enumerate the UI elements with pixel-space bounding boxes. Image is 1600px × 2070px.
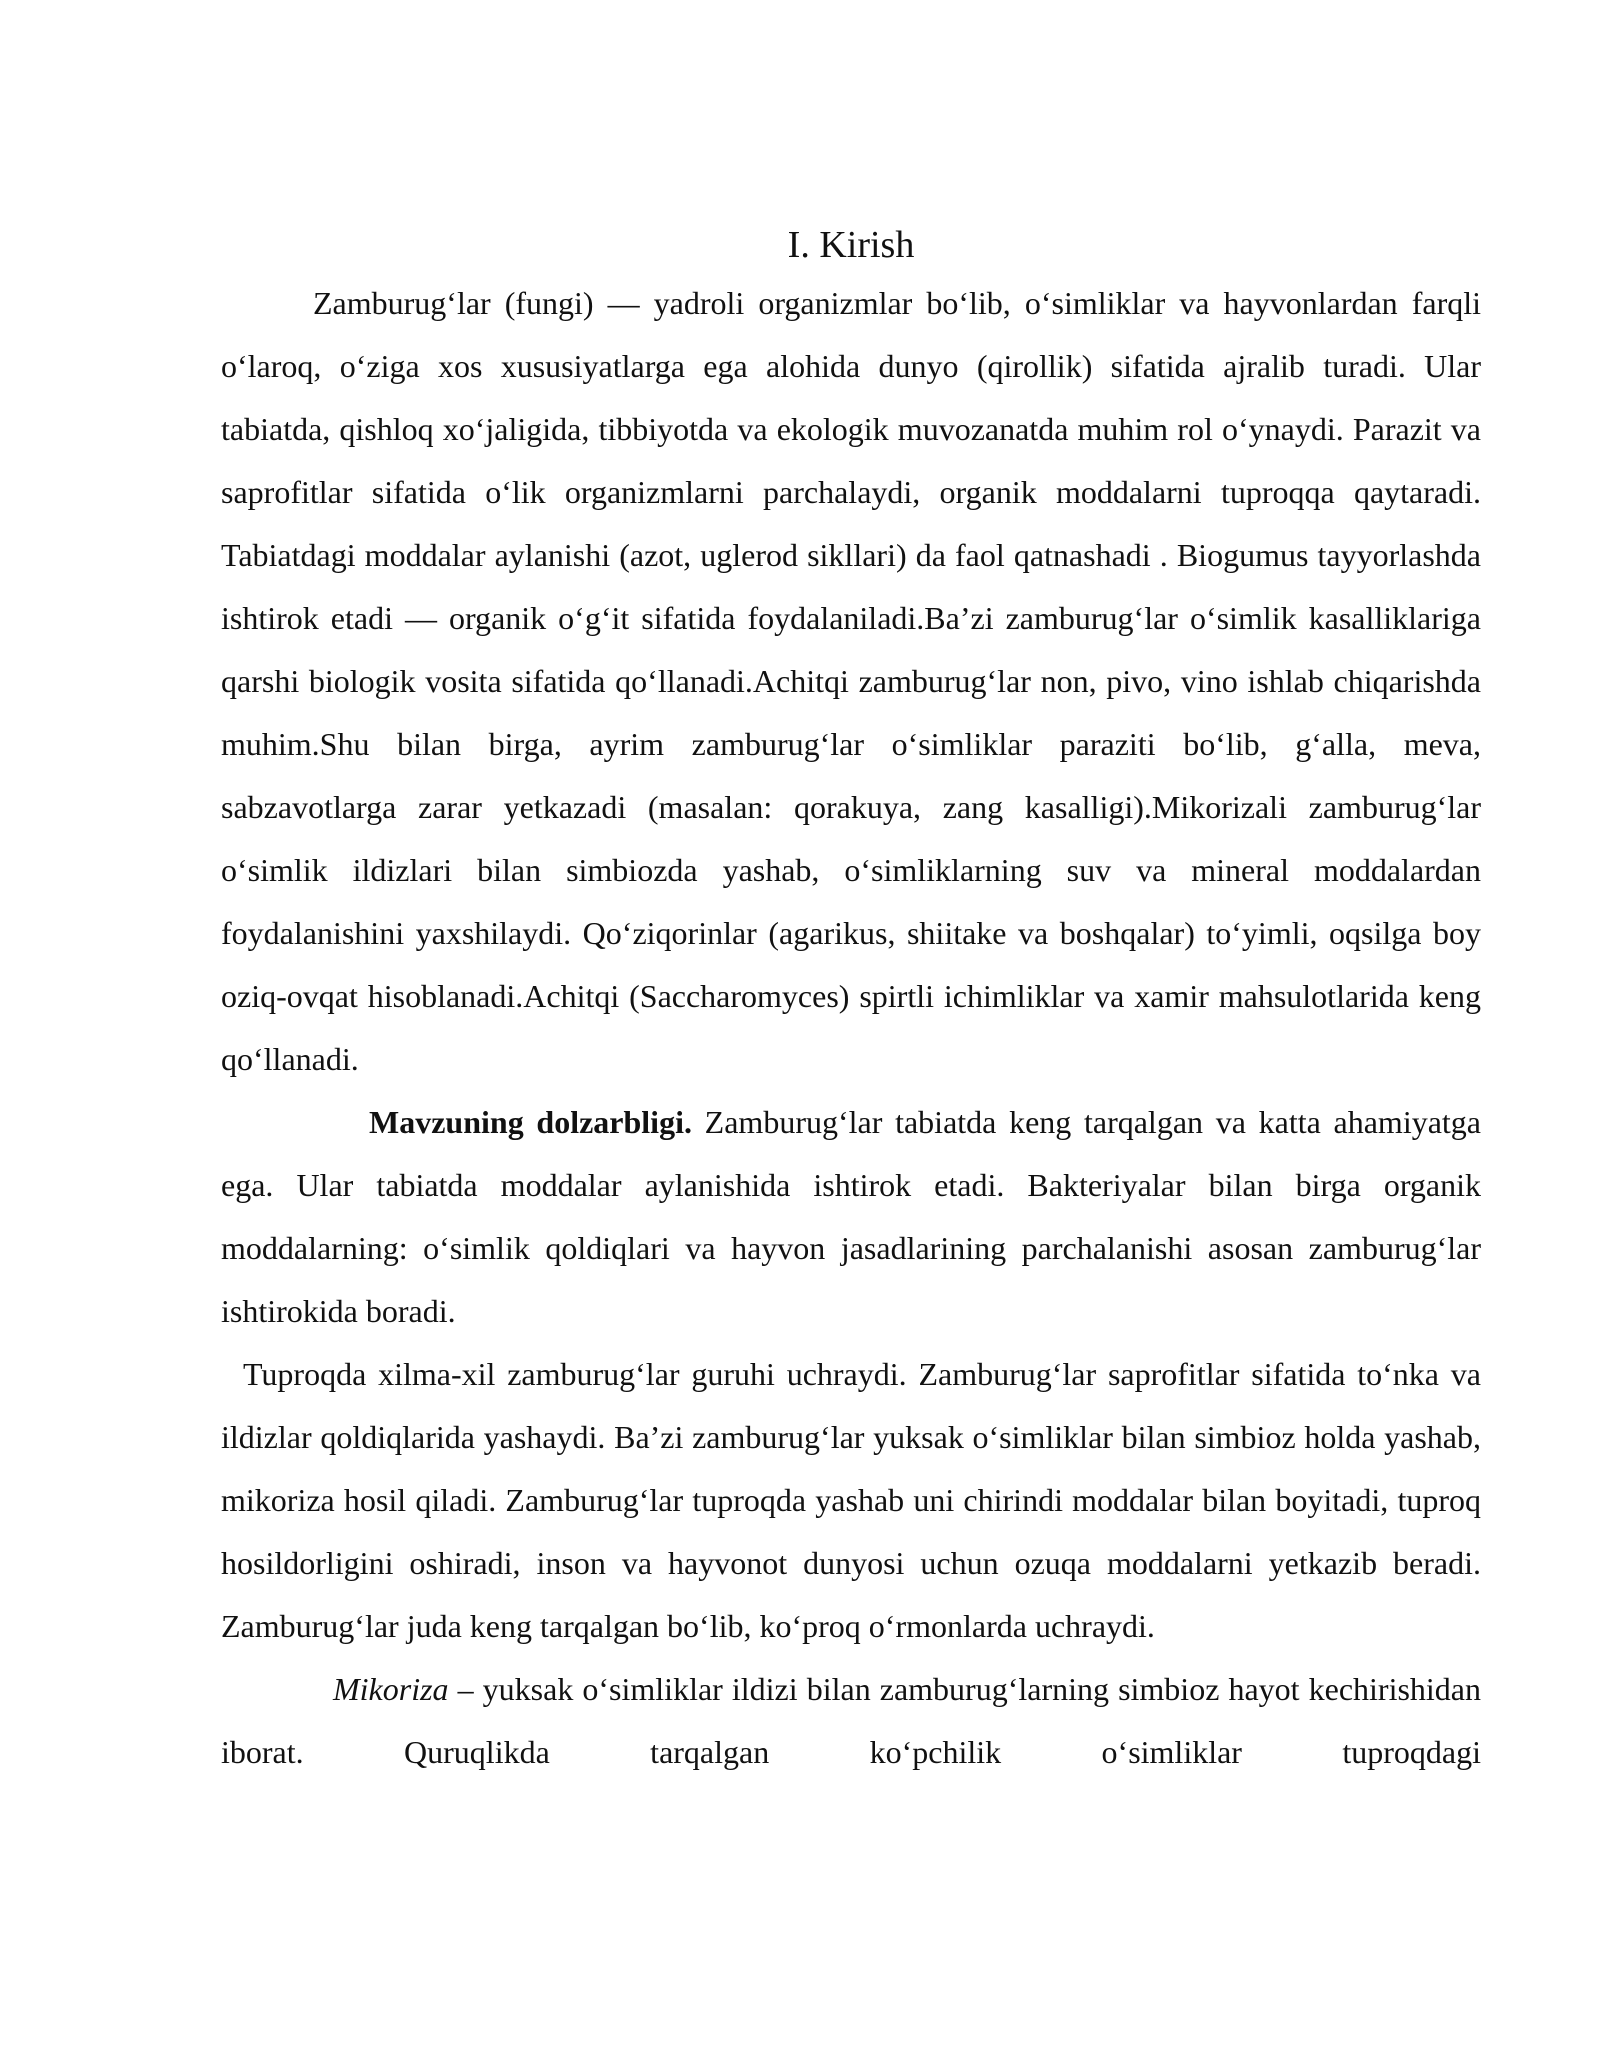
soil-paragraph: Tuproqda xilma-xil zamburug‘lar guruhi uchraydi. Zamburug‘lar saprofitlar sifatida to‘nka va ildizlar qoldiqlarida yashaydi. Ba’zi zamburug‘lar yuksak o‘simliklar bilan simbioz holda yashab, mikoriza hosil qiladi. Zamburug‘lar tuproqda yashab uni chirindi moddalar bilan boyitadi, tuproq hosildorligini oshiradi, inson va hayvonot dunyosi uchun ozuqa moddalarni yetkazib beradi. Zamburug‘lar juda keng tarqalgan bo‘lib, ko‘proq o‘rmonlarda uchraydi. [221, 1356, 1481, 1644]
mycorrhiza-term: Mikoriza [333, 1671, 449, 1707]
page-title: I. Kirish [787, 224, 915, 266]
relevance-text: Zamburug‘lar tabiatda keng tarqalgan va katta ahamiyatga ega. Ular tabiatda moddalar aylanishida ishtirok etadi. Bakteriyalar bilan birga organik moddalarning: o‘simlik qoldiqlari va hayvon jasadlarining parchalanishi asosan zamburug‘lar ishtirokida boradi. [221, 1104, 1482, 1329]
relevance-paragraph [221, 1091, 1481, 1343]
relevance-heading: Mavzuning dolzarbligi. [369, 1104, 692, 1140]
document-page [221, 218, 1481, 1784]
mycorrhiza-text: – yuksak o‘simliklar ildizi bilan zamburug‘larning simbioz hayot kechirishidan iborat. Quruqlikda tarqalgan ko‘pchilik o‘simliklar tuproqdagi [221, 1671, 1481, 1770]
mycorrhiza-paragraph [221, 1658, 1481, 1784]
intro-paragraph: Zamburug‘lar (fungi) — yadroli organizmlar bo‘lib, o‘simliklar va hayvonlardan farqli o‘laroq, o‘ziga xos xususiyatlarga ega alohida dunyo (qirollik) sifatida ajralib turadi. Ular tabiatda, qishloq xo‘jaligida, tibbiyotda va ekologik muvozanatda muhim rol o‘ynaydi. Parazit va saprofitlar sifatida o‘lik organizmlarni parchalaydi, organik moddalarni tuproqqa qaytaradi. Tabiatdagi moddalar aylanishi (azot, uglerod sikllari) da faol qatnashadi . Biogumus tayyorlashda ishtirok etadi — organik o‘g‘it sifatida foydalaniladi.Ba’zi zamburug‘lar o‘simlik kasalliklariga qarshi biologik vosita sifatida qo‘llanadi.Achitqi zamburug‘lar non, pivo, vino ishlab chiqarishda muhim.Shu bilan birga, ayrim zamburug‘lar o‘simliklar paraziti bo‘lib, g‘alla, meva, sabzavotlarga zarar yetkazadi (masalan: qorakuya, zang kasalligi).Mikorizali zamburug‘lar o‘simlik ildizlari bilan simbiozda yashab, o‘simliklarning suv va mineral moddalardan foydalanishini yaxshilaydi. Qo‘ziqorinlar (agarikus, shiitake va boshqalar) to‘yimli, oqsilga boy oziq-ovqat hisoblanadi.Achitqi (Saccharomyces) spirtli ichimliklar va xamir mahsulotlarida keng qo‘llanadi. [221, 285, 1481, 1077]
